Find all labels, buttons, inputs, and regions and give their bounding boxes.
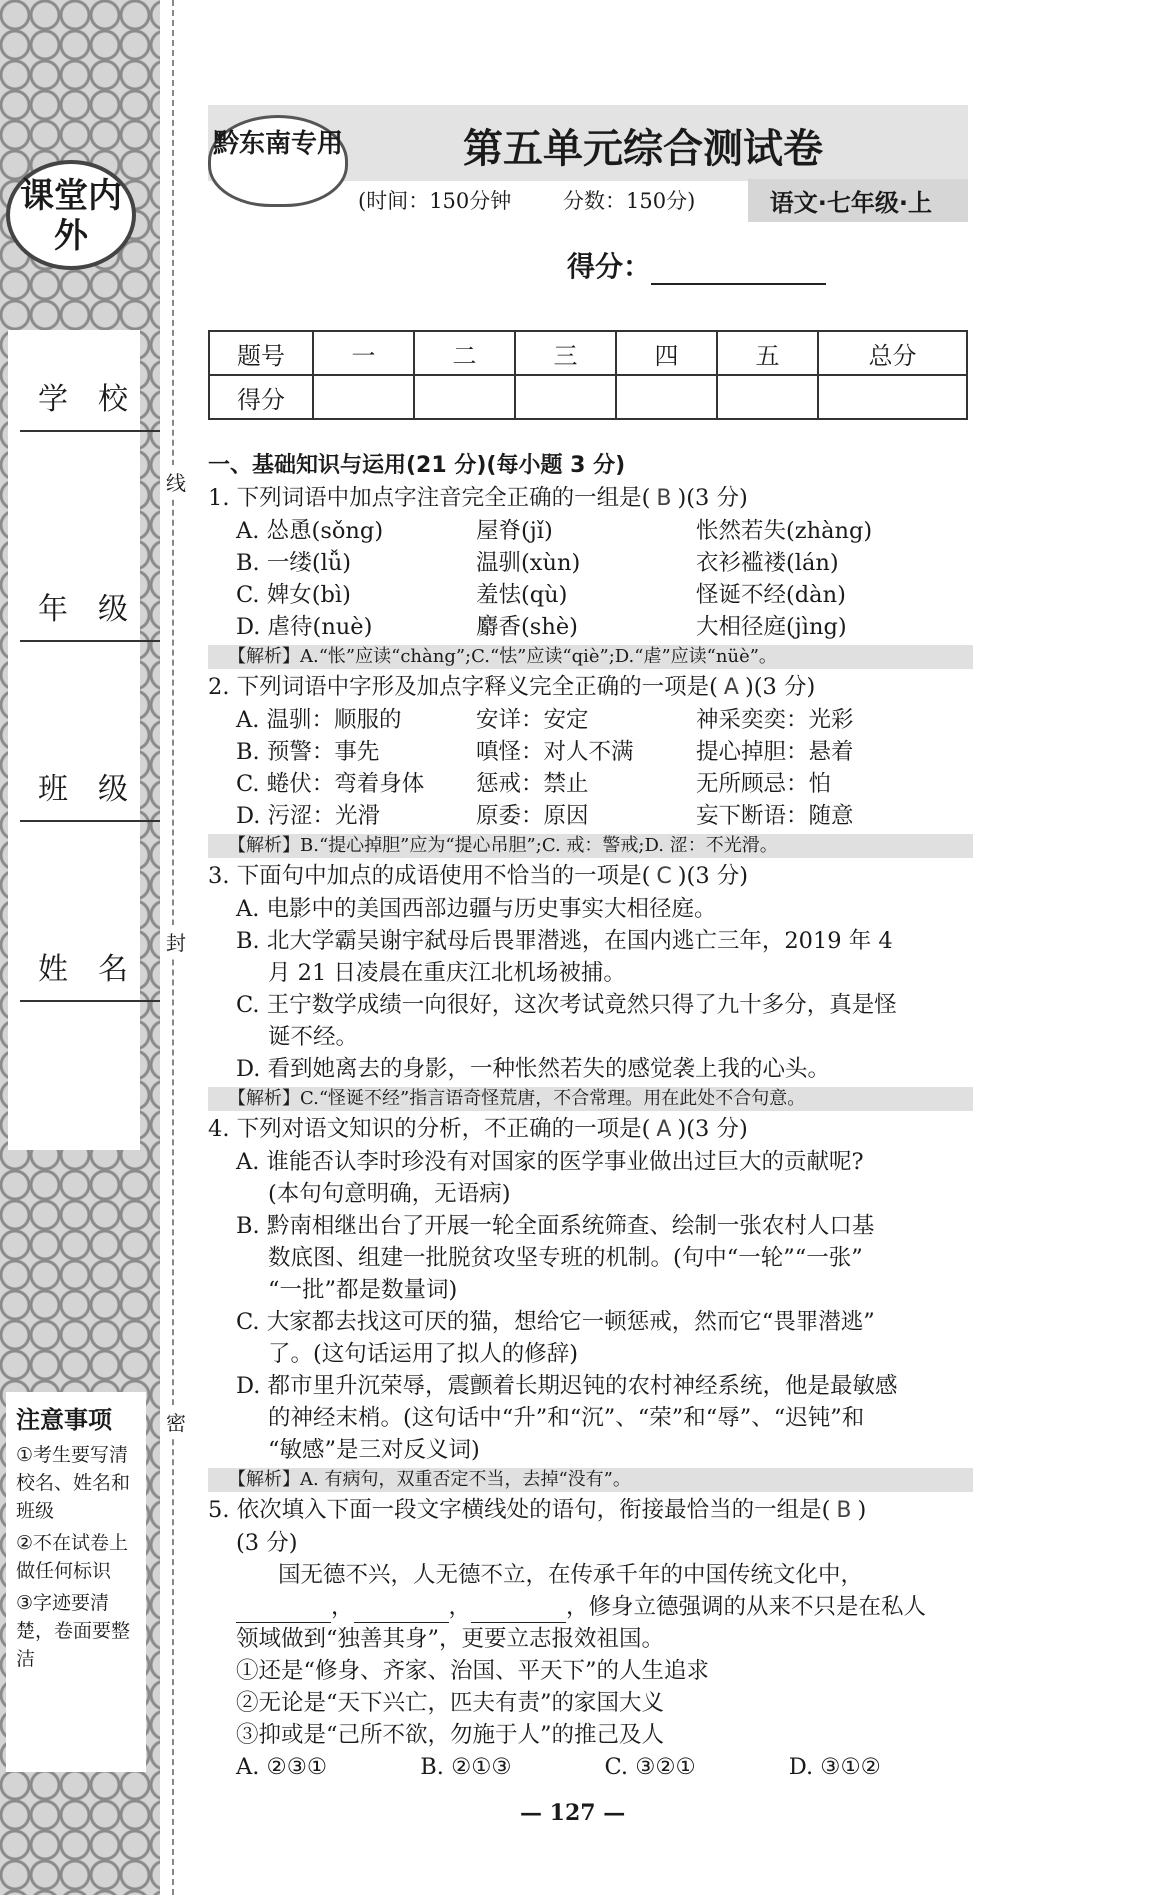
list-item: ②无论是“天下兴亡，匹夫有责”的家国大义: [236, 1690, 665, 1716]
option: A. 电影中的美国西部边疆与历史事实大相径庭。: [236, 896, 717, 922]
answer: C: [656, 864, 672, 889]
option: 温驯(xùn): [476, 550, 581, 576]
option: B. 一缕(lǚ): [236, 550, 352, 576]
option: 羞怯(qù): [476, 582, 568, 608]
cut-label: 线: [166, 465, 186, 498]
option: A. 温驯：顺服的: [236, 707, 402, 733]
option: 无所顾忌：怕: [696, 771, 832, 797]
choice: D. ③①②: [788, 1754, 881, 1780]
option: 屋脊(jǐ): [476, 518, 553, 544]
analysis: 【解析】C.“怪诞不经”指言语奇怪荒唐，不合常理。用在此处不合句意。: [208, 1087, 973, 1111]
question-2: [208, 671, 973, 704]
question-points: )(3 分): [744, 674, 816, 700]
option-row: [208, 768, 973, 800]
choice: B. ②①③: [420, 1754, 512, 1780]
answer: A: [723, 675, 739, 700]
fill-blank[interactable]: [236, 1598, 331, 1623]
question-points: )(3 分): [677, 485, 748, 511]
analysis: 【解析】A.“怅”应读“chàng”;C.“怯”应读“qiè”;D.“虐”应读“nüè”。: [208, 645, 973, 669]
question-stem: 4. 下列对语文知识的分析，不正确的一项是(: [208, 1116, 651, 1142]
note-item: ③字迹要清楚，卷面要整洁: [16, 1592, 131, 1670]
option-continued: 数底图、组建一批脱贫攻坚专班的机制。(句中“一轮”“一张”: [268, 1245, 863, 1271]
page-title: 第五单元综合测试卷: [463, 126, 823, 172]
option: D. 看到她离去的身影，一种怅然若失的感觉袭上我的心头。: [236, 1056, 831, 1082]
option: D. 污涩：光滑: [236, 803, 381, 829]
choice-row: [208, 1751, 973, 1783]
passage-line: 国无德不兴，人无德不立，在传承千年的中国传统文化中，: [278, 1562, 864, 1588]
fill-blank[interactable]: [354, 1598, 449, 1623]
table-row: [209, 331, 967, 375]
table-cell: 总分: [818, 331, 967, 375]
option-continued: 的神经末梢。(这句话中“升”和“沉”、“荣”和“辱”、“迟钝”和: [268, 1405, 865, 1431]
table-cell: 得分: [209, 375, 313, 419]
fill-blank[interactable]: [471, 1598, 566, 1623]
option-continued: 了。(这句话运用了拟人的修辞): [268, 1341, 579, 1367]
page-number: — 127 —: [520, 1800, 626, 1826]
option: A. 谁能否认李时珍没有对国家的医学事业做出过巨大的贡献呢?: [236, 1149, 864, 1175]
option-continued: “一批”都是数量词): [268, 1277, 458, 1303]
list-item: ③抑或是“己所不欲，勿施于人”的推己及人: [236, 1722, 665, 1748]
passage-line: ， ， ，修身立德强调的从来不只是在私人: [208, 1591, 973, 1623]
grade-label: 语文·七年级·上: [748, 179, 968, 222]
score-table: [208, 330, 968, 420]
option-row: [208, 515, 973, 547]
option: 怪诞不经(dàn): [696, 582, 846, 608]
section-title: 一、基础知识与运用(21 分)(每小题 3 分): [208, 453, 626, 478]
score-line: [567, 245, 826, 285]
option: 衣衫褴褛(lán): [696, 550, 839, 576]
time-info: (时间：150分钟: [358, 189, 512, 213]
cut-label: 密: [166, 1405, 186, 1438]
table-cell: 一: [313, 331, 414, 375]
option: 提心掉胆：悬着: [696, 739, 854, 765]
passage-line: 领域做到“独善其身”，更要立志报效祖国。: [236, 1626, 665, 1652]
question-stem: 5. 依次填入下面一段文字横线处的语句，衔接最恰当的一组是(: [208, 1497, 831, 1523]
option: 原委：原因: [476, 803, 589, 829]
analysis: 【解析】A. 有病句，双重否定不当，去掉“没有”。: [208, 1468, 973, 1492]
option: 惩戒：禁止: [476, 771, 589, 797]
option: B. 黔南相继出台了开展一轮全面系统筛查、绘制一张农村人口基: [236, 1213, 875, 1239]
table-cell: 题号: [209, 331, 313, 375]
note-item: ①考生要写清校名、姓名和班级: [16, 1444, 131, 1522]
score-input-cell[interactable]: [818, 375, 967, 419]
option-row: [208, 611, 973, 643]
choice: C. ③②①: [604, 1754, 696, 1780]
score-input-cell[interactable]: [616, 375, 717, 419]
option: D. 虐待(nuè): [236, 614, 373, 640]
table-cell: 四: [616, 331, 717, 375]
notes-title: 注意事项: [16, 1406, 112, 1434]
school-field: 学校: [20, 370, 160, 432]
score-input-cell[interactable]: [717, 375, 818, 419]
question-points: )(3 分): [677, 863, 749, 889]
answer: A: [656, 1117, 672, 1142]
table-cell: 二: [414, 331, 515, 375]
question-stem: 1. 下列词语中加点字注音完全正确的一组是(: [208, 485, 651, 511]
score-input-cell[interactable]: [313, 375, 414, 419]
option-continued: 诞不经。: [268, 1024, 359, 1050]
grade-field: 年级: [20, 580, 160, 642]
option: 嗔怪：对人不满: [476, 739, 634, 765]
option: D. 都市里升沉荣辱，震颤着长期迟钝的农村神经系统，他是最敏感: [236, 1373, 898, 1399]
brand-logo: 课堂内外: [6, 160, 136, 270]
header: [208, 105, 968, 217]
option: C. 蜷伏：弯着身体: [236, 771, 425, 797]
question-4: [208, 1113, 973, 1146]
question-3: [208, 860, 973, 893]
question-stem: 3. 下面句中加点的成语使用不恰当的一项是(: [208, 863, 651, 889]
option: 麝香(shè): [476, 614, 578, 640]
option-continued: (本句句意明确，无语病): [268, 1181, 511, 1207]
score-input-cell[interactable]: [414, 375, 515, 419]
sidebar: [0, 0, 160, 1895]
name-field: 姓名: [20, 940, 160, 1002]
option: C. 婢女(bì): [236, 582, 351, 608]
score-info: 分数：150分): [563, 189, 696, 213]
option: 妄下断语：随意: [696, 803, 854, 829]
option-row: [208, 547, 973, 579]
question-points: )(3 分): [677, 1116, 748, 1142]
option: 神采奕奕：光彩: [696, 707, 854, 733]
option-row: [208, 736, 973, 768]
score-blank[interactable]: [651, 257, 826, 285]
option-row: [208, 704, 973, 736]
question-points: ): [857, 1497, 867, 1523]
table-row: [209, 375, 967, 419]
question-stem: 2. 下列词语中字形及加点字释义完全正确的一项是(: [208, 674, 718, 700]
answer: B: [836, 1498, 852, 1523]
region-badge: 黔东南专用: [208, 115, 348, 207]
option-continued: 月 21 日凌晨在重庆江北机场被捕。: [268, 960, 626, 986]
option: C. 王宁数学成绩一向很好，这次考试竟然只得了九十多分，真是怪: [236, 992, 897, 1018]
cut-label: 封: [166, 925, 186, 958]
option: C. 大家都去找这可厌的猫，想给它一顿惩戒，然而它“畏罪潜逃”: [236, 1309, 875, 1335]
option: 怅然若失(zhàng): [696, 518, 873, 544]
question-5: [208, 1494, 973, 1527]
option: 大相径庭(jìng): [696, 614, 847, 640]
table-cell: 三: [515, 331, 616, 375]
choice: A. ②③①: [236, 1754, 328, 1780]
question-1: [208, 482, 973, 515]
notes-box: [6, 1392, 146, 1772]
list-item: ①还是“修身、齐家、治国、平天下”的人生追求: [236, 1658, 710, 1684]
option-continued: “敏感”是三对反义词): [268, 1437, 480, 1463]
option-row: [208, 800, 973, 832]
table-cell: 五: [717, 331, 818, 375]
option-row: [208, 579, 973, 611]
analysis: 【解析】B.“提心掉胆”应为“提心吊胆”;C. 戒：警戒;D. 涩：不光滑。: [208, 834, 973, 858]
option: A. 怂恿(sǒng): [236, 518, 384, 544]
score-label: 得分：: [567, 250, 652, 283]
passage-text: ，修身立德强调的从来不只是在私人: [566, 1594, 927, 1620]
answer: B: [656, 486, 672, 511]
note-item: ②不在试卷上做任何标识: [16, 1532, 129, 1582]
option: B. 北大学霸吴谢宇弑母后畏罪潜逃，在国内逃亡三年，2019 年 4: [236, 928, 893, 954]
student-info-panel: [8, 330, 158, 1150]
option: B. 预警：事先: [236, 739, 380, 765]
question-points: (3 分): [236, 1530, 298, 1556]
exam-content: [208, 450, 973, 1783]
class-field: 班级: [20, 760, 160, 822]
option: 安详：安定: [476, 707, 589, 733]
score-input-cell[interactable]: [515, 375, 616, 419]
